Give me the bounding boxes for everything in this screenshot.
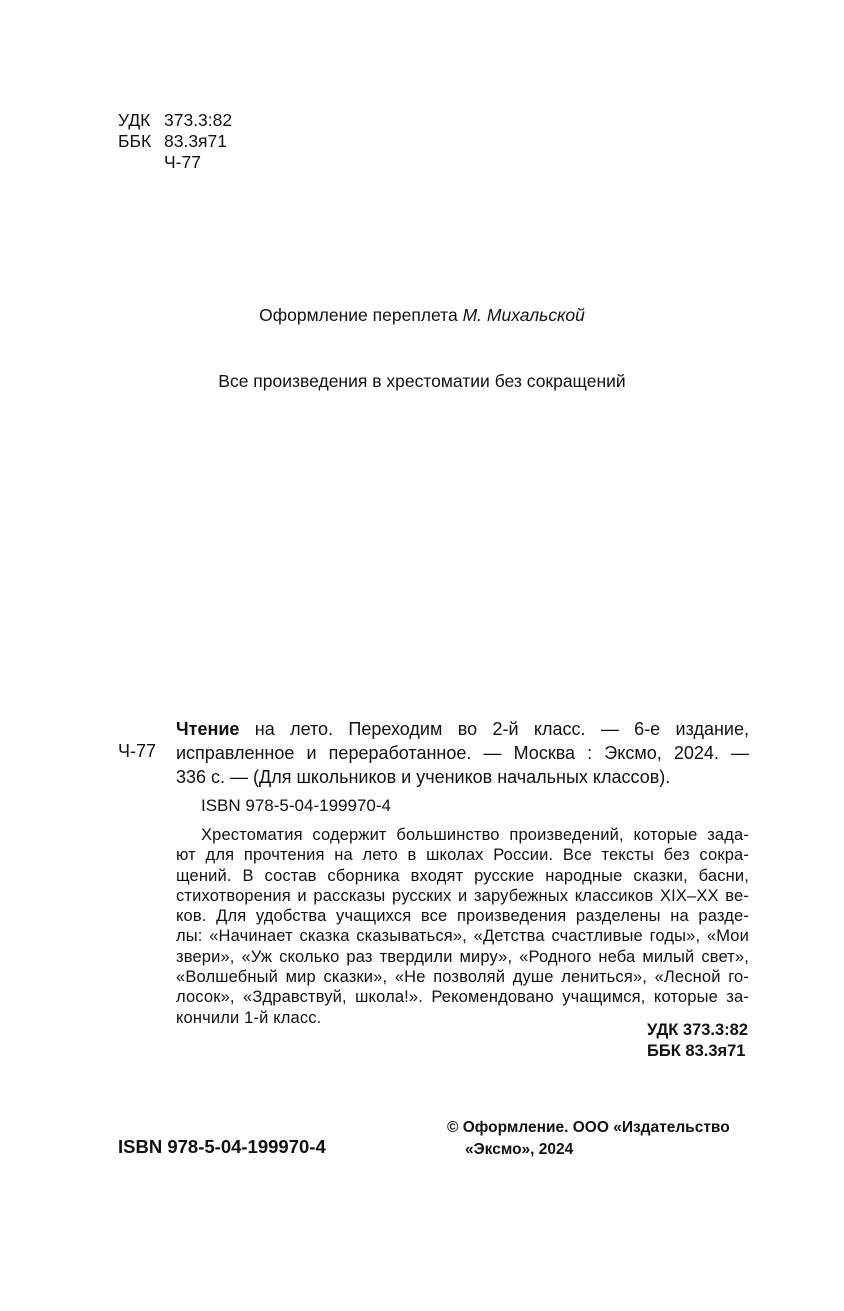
copyright-line-1: © Оформление. ООО «Издательство — [447, 1119, 730, 1136]
copyright-notice — [447, 1117, 730, 1161]
annotation-line: стихотворения и рассказы русских и зарубежных классиков XIX–XX ве- — [176, 886, 749, 905]
annotation-line: звери», «Уж сколько раз твердили миру», «Родного неба милый свет», — [176, 947, 749, 966]
bbk-label: ББК — [118, 131, 152, 151]
cutter-code-top: Ч-77 — [164, 152, 201, 172]
designer-name: М. Михальской — [462, 305, 585, 325]
design-credit — [0, 305, 844, 326]
design-credit-prefix: Оформление переплета — [259, 305, 463, 325]
bbk-bold: ББК 83.3я71 — [647, 1042, 746, 1060]
classification-bold — [647, 1020, 748, 1062]
bbk-row — [118, 131, 232, 152]
annotation-line: лосок», «Здравствуй, школа!». Рекомендовано учащимся, которые за- — [176, 988, 749, 1007]
udk-value: 373.3:82 — [164, 110, 233, 130]
classification-block — [118, 110, 232, 173]
annotation-line: ков. Для удобства учащихся все произведения разделены на разде- — [176, 907, 749, 926]
udk-bold: УДК 373.3:82 — [647, 1021, 748, 1039]
entry-line-1 — [176, 717, 749, 741]
annotation-line: «Волшебный мир сказки», «Не позволяй душе лениться», «Лесной го- — [176, 968, 749, 987]
entry-isbn: ISBN 978-5-04-199970-4 — [201, 796, 391, 815]
bibliographic-entry — [176, 717, 749, 789]
entry-line-1-rest: на лето. Переходим во 2-й класс. — 6-е издание, — [239, 719, 749, 739]
annotation-line: Хрестоматия содержит большинство произведений, которые зада- — [201, 826, 749, 844]
udk-label: УДК — [118, 110, 151, 130]
isbn-bottom: ISBN 978-5-04-199970-4 — [118, 1136, 326, 1157]
bbk-value: 83.3я71 — [164, 131, 228, 151]
annotation — [176, 825, 749, 1028]
udk-row — [118, 110, 232, 131]
annotation-line: щений. В состав сборника входят русские народные сказки, басни, — [176, 866, 749, 885]
entry-cutter-code: Ч-77 — [118, 741, 157, 761]
copyright-line-2: «Эксмо», 2024 — [465, 1141, 574, 1158]
entry-line-2: исправленное и переработанное. — Москва : Эксмо, 2024. — — [176, 743, 749, 763]
annotation-line: ют для прочтения на лето в школах России. Все тексты без сокра- — [176, 846, 749, 865]
entry-line-3: 336 с. — (Для школьников и учеников начальных классов). — [176, 767, 671, 787]
annotation-line: кончили 1-й класс. — [176, 1008, 322, 1027]
no-abridgement-note: Все произведения в хрестоматии без сокращений — [218, 371, 626, 391]
annotation-line: лы: «Начинает сказка сказываться», «Детства счастливые годы», «Мои — [176, 927, 749, 946]
entry-title: Чтение — [176, 719, 240, 739]
